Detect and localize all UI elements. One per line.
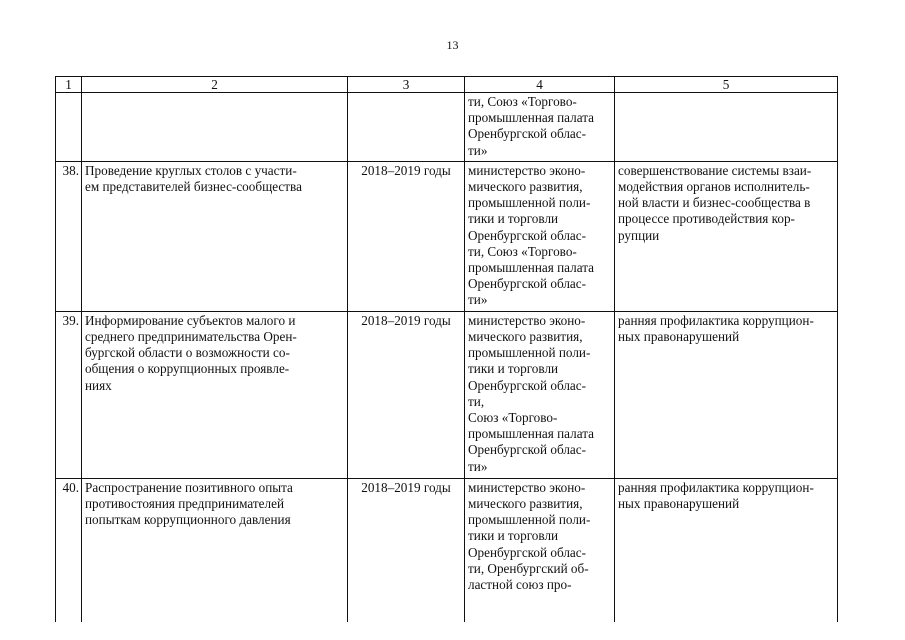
executors-line: Оренбургской облас- [468,227,587,243]
table-row-38 [56,161,838,311]
event-line: среднего предпринимательства Орен- [85,329,297,345]
executors-line: промышленной поли- [468,512,591,528]
event-line: Информирование субъектов малого и [85,312,296,328]
executors-line: мического развития, [468,496,583,512]
executors-line: ти» [468,458,488,474]
result-line: совершенствование системы взаи- [618,162,812,178]
page-number: 13 [446,38,459,52]
event-line: общения о коррупционных проявле- [85,361,290,377]
executors-line: ти» [468,142,488,158]
column-header-2: 2 [82,77,348,93]
executors-line: министерство эконо- [468,479,586,495]
executors-line: тики и торговли [468,361,559,377]
event-line: Распространение позитивного опыта [85,479,293,495]
executors-line: Оренбургской облас- [468,442,587,458]
period-cell [348,93,465,162]
executors-line: Оренбургской облас- [468,276,587,292]
executors-line: ти» [468,292,488,308]
executors-line: ти, Союз «Торгово- [468,94,577,109]
result-line: ной власти и бизнес-сообщества в [618,195,811,211]
column-header-1: 1 [56,77,82,93]
result-line: рупции [618,227,660,243]
period-cell: 2018–2019 годы [348,161,465,311]
event-cell [82,311,348,478]
period-cell: 2018–2019 годы [348,478,465,622]
result-line: модействия органов исполнитель- [618,179,810,195]
event-cell [82,478,348,622]
event-cell [82,161,348,311]
table-row-39 [56,311,838,478]
executors-line: тики и торговли [468,528,559,544]
row-number: 38. [56,161,82,311]
event-line: противостояния предпринимателей [85,496,285,512]
row-number: 40. [56,478,82,622]
result-cell [615,311,838,478]
executors-line: ти, Оренбургский об- [468,560,589,576]
event-line: попыткам коррупционного давления [85,512,291,528]
executors-line: Оренбургской облас- [468,544,587,560]
event-line: ниях [85,377,112,393]
executors-line: тики и торговли [468,211,559,227]
executors-line: промышленной поли- [468,345,591,361]
row-number: 39. [56,311,82,478]
executors-line: Оренбургской облас- [468,126,587,142]
event-line: Проведение круглых столов с участи- [85,162,297,178]
activities-table [55,76,838,622]
period-cell: 2018–2019 годы [348,311,465,478]
column-header-4: 4 [465,77,615,93]
executors-line: ти, Союз «Торгово- [468,243,577,259]
event-line: бургской области о возможности со- [85,345,290,361]
result-line: ранняя профилактика коррупцион- [618,479,814,495]
table-row-40 [56,478,838,622]
executors-line: мического развития, [468,329,583,345]
result-line: ных правонарушений [618,496,740,512]
executors-line: промышленная палата [468,260,595,276]
result-line: ных правонарушений [618,329,740,345]
column-header-5: 5 [615,77,838,93]
executors-cell [465,161,615,311]
executors-line: промышленной поли- [468,195,591,211]
result-cell [615,161,838,311]
executors-line: министерство эконо- [468,162,586,178]
row-number [56,93,82,162]
executors-line: ти, [468,393,485,409]
result-cell [615,478,838,622]
column-number-row [56,77,838,93]
executors-line: Оренбургской облас- [468,377,587,393]
table-row-continued [56,93,838,162]
result-line: процессе противодействия кор- [618,211,795,227]
executors-line: промышленная палата [468,426,595,442]
result-line: ранняя профилактика коррупцион- [618,312,814,328]
executors-line: ластной союз про- [468,577,572,593]
executors-line: промышленная палата [468,110,595,126]
event-line: ем представителей бизнес-сообщества [85,179,302,195]
result-cell [615,93,838,162]
executors-cell [465,478,615,622]
event-cell [82,93,348,162]
column-header-3: 3 [348,77,465,93]
executors-cell [465,311,615,478]
executors-line: Союз «Торгово- [468,410,558,426]
executors-line: министерство эконо- [468,312,586,328]
executors-line: мического развития, [468,179,583,195]
executors-cell [465,93,615,162]
